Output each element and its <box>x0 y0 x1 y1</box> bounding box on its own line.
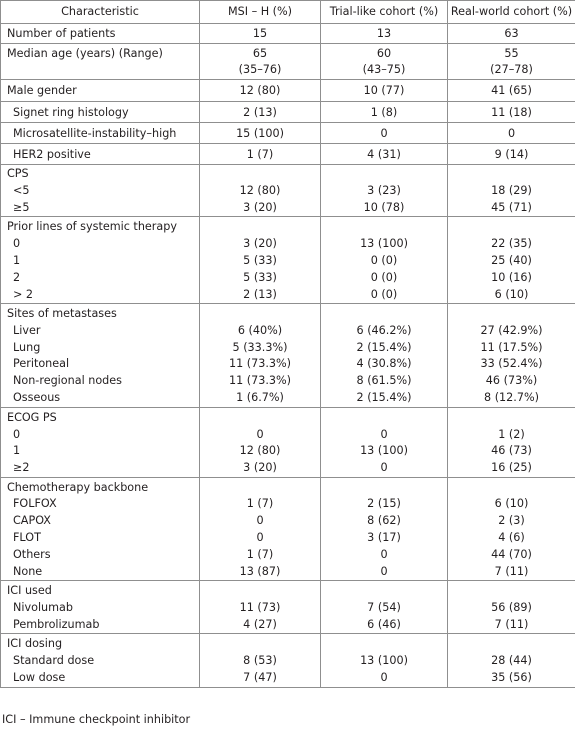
table-row <box>1 407 575 477</box>
row-value: 15 <box>252 27 268 41</box>
row-label: > 2 <box>13 287 34 301</box>
row-value: 15 (100) <box>236 126 284 140</box>
row-label: 0 <box>13 427 21 441</box>
row-value: 10 (77) <box>363 84 405 98</box>
row-value: 1 (6.7%) <box>236 391 284 405</box>
table-body <box>1 24 575 688</box>
row-value: 11 (73.3%) <box>228 357 292 371</box>
row-value: 33 (52.4%) <box>480 357 543 371</box>
cell-value <box>200 24 321 44</box>
row-value: 4 (27) <box>243 617 277 631</box>
row-label: ICI dosing <box>7 637 63 651</box>
table-row <box>1 634 575 687</box>
row-label: Chemotherapy backbone <box>7 480 149 494</box>
row-label: Microsatellite-instability–high <box>13 126 177 140</box>
cell-value <box>200 123 321 144</box>
row-value: 0 (0) <box>370 270 398 284</box>
row-value: 13 (100) <box>360 237 408 251</box>
row-value: 5 (33.3%) <box>232 340 288 354</box>
row-value: 25 (40) <box>491 254 532 268</box>
row-label: Sites of metastases <box>7 307 117 321</box>
row-value: 4 (6) <box>498 530 525 544</box>
row-value: 5 (33) <box>243 254 277 268</box>
cell-value <box>321 80 448 102</box>
row-value: 6 (10) <box>494 287 529 301</box>
row-value: 2 (15) <box>367 497 401 511</box>
row-label: Nivolumab <box>13 600 73 614</box>
cell-characteristic <box>1 102 200 123</box>
row-value: 3 (20) <box>243 461 277 475</box>
cell-value <box>448 407 575 477</box>
table-row <box>1 144 575 165</box>
row-value: 1 (7) <box>246 547 274 561</box>
cell-value <box>200 407 321 477</box>
row-label: 2 <box>13 270 21 284</box>
row-value: 10 (78) <box>363 200 405 214</box>
cell-characteristic <box>1 165 200 217</box>
row-value <box>448 583 575 600</box>
cell-value <box>448 304 575 407</box>
row-value: 4 (30.8%) <box>356 357 412 371</box>
row-value: 3 (20) <box>243 237 277 251</box>
row-value: 65 <box>252 46 268 60</box>
row-value: 0 <box>256 530 264 544</box>
row-label: Lung <box>13 340 41 354</box>
cell-value <box>321 144 448 165</box>
cell-value <box>200 581 321 634</box>
cell-value <box>321 407 448 477</box>
row-value <box>321 480 447 497</box>
row-value: 46 (73%) <box>485 374 538 388</box>
cell-value <box>321 44 448 80</box>
row-value: 0 <box>256 427 264 441</box>
row-value: 0 <box>380 126 388 140</box>
cell-value <box>321 217 448 304</box>
row-value: 0 <box>256 514 264 528</box>
row-label: FOLFOX <box>13 497 57 511</box>
header-msi-h: MSI – H (%) <box>200 1 321 24</box>
row-value: 12 (80) <box>239 444 281 458</box>
header-characteristic: Characteristic <box>1 1 200 24</box>
table-row <box>1 477 575 580</box>
row-label: ICI used <box>7 584 52 598</box>
row-value: 0 <box>380 547 388 561</box>
row-value <box>321 410 447 427</box>
row-value: 2 (3) <box>498 514 525 528</box>
row-value <box>321 219 447 236</box>
row-label: 1 <box>13 254 21 268</box>
row-value: 12 (80) <box>239 84 281 98</box>
row-value <box>321 636 447 653</box>
row-value <box>200 166 320 183</box>
row-label: Liver <box>13 323 41 337</box>
row-label: ≥5 <box>13 200 30 214</box>
row-value: 3 (20) <box>243 200 277 214</box>
row-value: 1 (8) <box>370 105 398 119</box>
cell-value <box>200 144 321 165</box>
row-value: 7 (47) <box>243 670 277 684</box>
row-value <box>200 583 320 600</box>
cell-value <box>448 165 575 217</box>
cell-characteristic <box>1 80 200 102</box>
table-header <box>1 1 575 24</box>
cell-value <box>448 144 575 165</box>
cell-value <box>200 634 321 687</box>
row-label: Prior lines of systemic therapy <box>7 220 177 234</box>
cell-value <box>200 165 321 217</box>
row-value: 13 <box>376 27 392 41</box>
cell-value <box>321 477 448 580</box>
cell-value <box>321 102 448 123</box>
row-value: 3 (23) <box>367 183 401 197</box>
row-value <box>200 636 320 653</box>
row-value: 6 (10) <box>494 497 529 511</box>
cell-value <box>448 80 575 102</box>
row-value: 2 (13) <box>243 105 277 119</box>
row-label: ≥2 <box>13 461 30 475</box>
table-row <box>1 165 575 217</box>
row-value <box>200 306 320 323</box>
table-row <box>1 80 575 102</box>
row-label: 1 <box>13 444 21 458</box>
row-value: 12 (80) <box>239 183 281 197</box>
cell-characteristic <box>1 123 200 144</box>
cell-characteristic <box>1 304 200 407</box>
row-value: 45 (71) <box>491 200 532 214</box>
cell-value <box>448 44 575 80</box>
row-value: 55 <box>504 46 519 60</box>
row-value: 11 (17.5%) <box>480 340 543 354</box>
row-label: Osseous <box>13 391 61 405</box>
row-label: Pembrolizumab <box>13 617 100 631</box>
row-value <box>321 583 447 600</box>
row-value: 13 (100) <box>360 444 408 458</box>
cell-characteristic <box>1 477 200 580</box>
header-trial-like: Trial-like cohort (%) <box>321 1 448 24</box>
row-label: None <box>13 564 43 578</box>
row-value: 8 (12.7%) <box>484 391 539 405</box>
row-value: 6 (46) <box>367 617 401 631</box>
row-value <box>200 480 320 497</box>
row-label: <5 <box>13 183 30 197</box>
row-value: 7 (54) <box>367 600 401 614</box>
row-value: 18 (29) <box>491 183 532 197</box>
row-value: 4 (31) <box>367 147 401 161</box>
cell-value <box>200 477 321 580</box>
cell-value <box>200 304 321 407</box>
row-value: 7 (11) <box>494 617 529 631</box>
table-row <box>1 102 575 123</box>
table-footnote: ICI – Immune checkpoint inhibitor <box>2 713 191 726</box>
cell-value <box>321 24 448 44</box>
row-value: 27 (42.9%) <box>480 323 543 337</box>
cell-value <box>448 102 575 123</box>
row-label: Low dose <box>13 670 66 684</box>
cell-characteristic <box>1 24 200 44</box>
table-row <box>1 581 575 634</box>
row-value: 2 (15.4%) <box>356 340 412 354</box>
row-value: 60 <box>376 46 392 60</box>
cell-value <box>448 217 575 304</box>
row-value: 6 (40%) <box>237 323 283 337</box>
cell-value <box>200 102 321 123</box>
cell-characteristic <box>1 144 200 165</box>
row-value: 22 (35) <box>491 237 532 251</box>
cell-value <box>321 123 448 144</box>
row-value <box>448 636 575 653</box>
row-value <box>200 410 320 427</box>
row-value: (27–78) <box>490 63 533 77</box>
table-row <box>1 217 575 304</box>
cell-characteristic <box>1 217 200 304</box>
row-value: 16 (25) <box>491 461 532 475</box>
row-value: 35 (56) <box>491 670 532 684</box>
row-label: Standard dose <box>13 654 95 668</box>
row-value <box>200 219 320 236</box>
row-value: 0 <box>380 564 388 578</box>
row-value: 6 (46.2%) <box>356 323 412 337</box>
row-label: Non-regional nodes <box>13 374 122 388</box>
row-value: 0 <box>507 126 516 140</box>
row-value: 1 (7) <box>246 147 274 161</box>
row-label: Others <box>13 547 51 561</box>
row-value: 3 (17) <box>367 530 401 544</box>
header-row <box>1 1 575 24</box>
row-value: 2 (13) <box>243 287 277 301</box>
row-value: 11 (73.3%) <box>228 374 292 388</box>
row-label: HER2 positive <box>13 147 91 161</box>
row-value: 8 (53) <box>243 654 277 668</box>
cell-value <box>200 217 321 304</box>
row-value: 63 <box>504 27 519 41</box>
row-value: 0 <box>380 427 388 441</box>
row-value <box>321 166 447 183</box>
cell-value <box>200 80 321 102</box>
row-label: CPS <box>7 167 29 181</box>
cell-value <box>200 44 321 80</box>
row-value: 8 (62) <box>367 514 401 528</box>
row-label: Peritoneal <box>13 357 70 371</box>
cell-characteristic <box>1 634 200 687</box>
row-label: FLOT <box>13 530 41 544</box>
cell-value <box>321 165 448 217</box>
row-label: 0 <box>13 237 21 251</box>
row-value: 1 (7) <box>246 497 274 511</box>
row-value <box>448 480 575 497</box>
row-value: 9 (14) <box>494 147 529 161</box>
cell-value <box>321 304 448 407</box>
table-row <box>1 24 575 44</box>
cell-characteristic <box>1 44 200 80</box>
row-label: Median age (years) (Range) <box>7 46 163 60</box>
row-label: Number of patients <box>7 27 116 41</box>
cell-value <box>448 581 575 634</box>
row-value: 41 (65) <box>491 84 532 98</box>
row-value: 11 (73) <box>239 600 281 614</box>
row-value: 56 (89) <box>491 600 532 614</box>
row-value <box>448 410 575 427</box>
cell-value <box>448 24 575 44</box>
row-value: (43–75) <box>362 63 406 77</box>
cell-value <box>448 477 575 580</box>
row-value: 10 (16) <box>491 270 532 284</box>
row-value: 11 (18) <box>491 105 532 119</box>
cell-characteristic <box>1 581 200 634</box>
row-value: 28 (44) <box>491 654 532 668</box>
row-label <box>7 62 199 79</box>
cell-value <box>448 634 575 687</box>
row-value: 2 (15.4%) <box>356 391 412 405</box>
header-real-world: Real-world cohort (%) <box>448 1 575 24</box>
cell-value <box>321 634 448 687</box>
row-value: 0 <box>380 670 388 684</box>
cell-characteristic <box>1 407 200 477</box>
table-row <box>1 304 575 407</box>
row-label: Signet ring histology <box>13 105 129 119</box>
row-value <box>448 219 575 236</box>
row-value: 1 (2) <box>498 427 525 441</box>
row-value: (35–76) <box>238 63 282 77</box>
row-value: 46 (73) <box>491 444 532 458</box>
row-value <box>448 166 575 183</box>
cell-value <box>448 123 575 144</box>
row-value: 5 (33) <box>243 270 277 284</box>
table-row <box>1 44 575 80</box>
row-value: 7 (11) <box>494 564 529 578</box>
row-value: 0 (0) <box>370 287 398 301</box>
row-label: Male gender <box>7 84 77 98</box>
row-value: 44 (70) <box>491 547 532 561</box>
row-value: 13 (87) <box>239 564 281 578</box>
cell-value <box>321 581 448 634</box>
row-label: ECOG PS <box>7 410 57 424</box>
row-value: 13 (100) <box>360 654 408 668</box>
row-value <box>448 306 575 323</box>
row-value: 0 (0) <box>370 254 398 268</box>
row-value: 0 <box>380 461 388 475</box>
row-value: 8 (61.5%) <box>356 374 412 388</box>
row-value <box>321 306 447 323</box>
table-row <box>1 123 575 144</box>
row-label: CAPOX <box>13 514 51 528</box>
